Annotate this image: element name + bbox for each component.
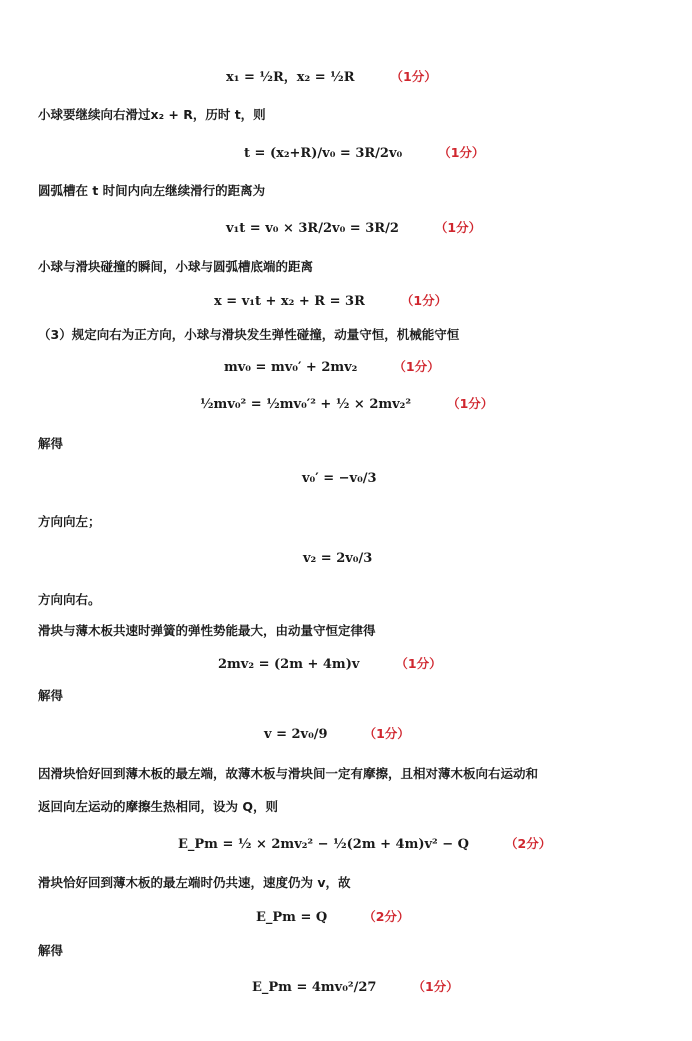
text-line: 小球与滑块碰撞的瞬间，小球与圆弧槽底端的距离 [38,259,314,274]
score-label: （2分） [363,909,410,924]
score-label: （1分） [390,69,437,84]
equation-epm-expanded [178,834,551,852]
score-label: （2分） [505,836,552,851]
equation-text: x = v₁t + x₂ + R = 3R [214,294,365,309]
text-line: 返回向左运动的摩擦生热相同，设为 Q，则 [38,799,278,814]
text-line: 解得 [38,688,64,703]
equation-v2 [303,551,372,566]
text-line: 因滑块恰好回到薄木板的最左端，故薄木板与滑块间一定有摩擦，且相对薄木板向右运动和 [38,766,539,781]
equation-text: v = 2v₀/9 [264,727,328,742]
equation-energy [200,394,493,412]
equation-text: E_Pm = 4mv₀²/27 [252,980,377,995]
text-line: 解得 [38,943,64,958]
text-line: （3）规定向右为正方向，小球与滑块发生弹性碰撞，动量守恒，机械能守恒 [38,327,460,342]
text-line: 方向向左； [38,514,101,529]
equation-text: t = (x₂+R)/v₀ = 3R/2v₀ [244,146,403,161]
equation-text: E_Pm = Q [256,910,328,925]
equation-text: mv₀ = mv₀′ + 2mv₂ [224,360,358,375]
equation-v0-prime [302,471,377,486]
equation-common-velocity [218,654,442,672]
equation-x [214,291,447,309]
score-label: （1分） [395,656,442,671]
equation-text: v₂ = 2v₀/3 [303,551,373,566]
equation-text: v₁t = v₀ × 3R/2v₀ = 3R/2 [226,221,399,236]
equation-momentum [224,357,440,375]
equation-text: v₀′ = −v₀/3 [302,471,377,486]
equation-v1t [226,218,481,236]
score-label: （1分） [363,726,410,741]
score-label: （1分） [434,220,482,235]
equation-epm-result [252,977,459,995]
text-line: 圆弧槽在 t 时间内向左继续滑行的距离为 [38,183,266,198]
equation-text: E_Pm = ½ × 2mv₂² − ½(2m + 4m)v² − Q [178,837,469,852]
equation-text: x₁ = ½R，x₂ = ½R [226,70,355,85]
text-line: 滑块与薄木板共速时弹簧的弹性势能最大，由动量守恒定律得 [38,623,376,638]
equation-t [244,143,484,161]
equation-text: 2mv₂ = (2m + 4m)v [218,657,360,672]
score-label: （1分） [447,396,494,411]
text-line: 滑块恰好回到薄木板的最左端时仍共速，速度仍为 v，故 [38,875,351,890]
text-line: 解得 [38,436,64,451]
score-label: （1分） [400,293,448,308]
score-label: （1分） [393,359,440,374]
text-line: 小球要继续向右滑过x₂ + R，历时 t，则 [38,107,266,122]
equation-text: ½mv₀² = ½mv₀′² + ½ × 2mv₂² [200,397,412,412]
score-label: （1分） [412,979,459,994]
equation-x1-x2 [226,66,437,85]
equation-v [264,724,410,742]
score-label: （1分） [438,145,485,160]
equation-epm-q [256,907,409,925]
text-line: 方向向右。 [38,592,101,607]
